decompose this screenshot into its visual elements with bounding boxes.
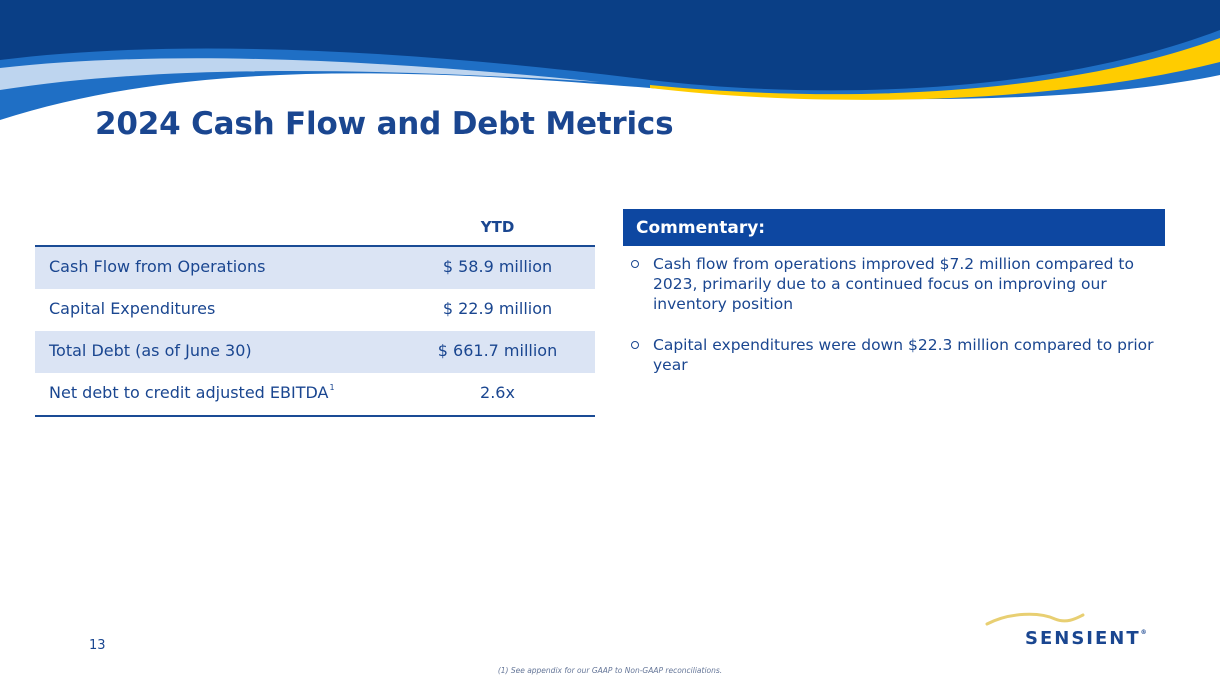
- list-item: [623, 254, 1165, 314]
- commentary-panel: [623, 209, 1165, 375]
- footnote-marker: 1: [329, 383, 335, 392]
- table-bottom-rule: [35, 415, 595, 417]
- table-row: [35, 373, 595, 415]
- hollow-circle-bullet-icon: [631, 341, 639, 349]
- commentary-text: Cash flow from operations improved $7.2 million compared to 2023, primarily due to a continued focus on improving our inventory position: [653, 255, 1134, 313]
- logo-swoosh-icon: [985, 610, 1145, 630]
- sensient-logo: [985, 610, 1145, 655]
- page-number: 13: [89, 638, 106, 653]
- metric-label: Capital Expenditures: [49, 299, 216, 318]
- metric-value: $ 661.7 million: [437, 341, 558, 360]
- metrics-table: [35, 210, 595, 417]
- logo-wordmark: [1025, 628, 1147, 649]
- commentary-list: [623, 254, 1165, 375]
- table-row: [35, 289, 595, 331]
- logo-wordmark-text: SENSIENT: [1025, 628, 1141, 649]
- metric-label-text: Net debt to credit adjusted EBITDA: [49, 383, 329, 402]
- registered-mark: ®: [1140, 629, 1147, 636]
- list-item: [623, 335, 1165, 375]
- metric-value: $ 58.9 million: [442, 257, 553, 276]
- slide-title: 2024 Cash Flow and Debt Metrics: [95, 106, 674, 142]
- table-row: [35, 331, 595, 373]
- commentary-heading: Commentary:: [623, 209, 1165, 246]
- table-row: [35, 247, 595, 289]
- metric-value: 2.6x: [480, 383, 515, 402]
- metric-label-with-footnote: [49, 383, 335, 402]
- metric-label: Cash Flow from Operations: [49, 257, 266, 276]
- metric-value: $ 22.9 million: [442, 299, 553, 318]
- hollow-circle-bullet-icon: [631, 260, 639, 268]
- metric-label: Total Debt (as of June 30): [49, 341, 252, 360]
- commentary-text: Capital expenditures were down $22.3 million compared to prior year: [653, 336, 1154, 374]
- metrics-table-header: [35, 210, 595, 247]
- footnote: (1) See appendix for our GAAP to Non-GAAP reconciliations.: [497, 666, 723, 675]
- column-header-ytd: YTD: [480, 218, 515, 236]
